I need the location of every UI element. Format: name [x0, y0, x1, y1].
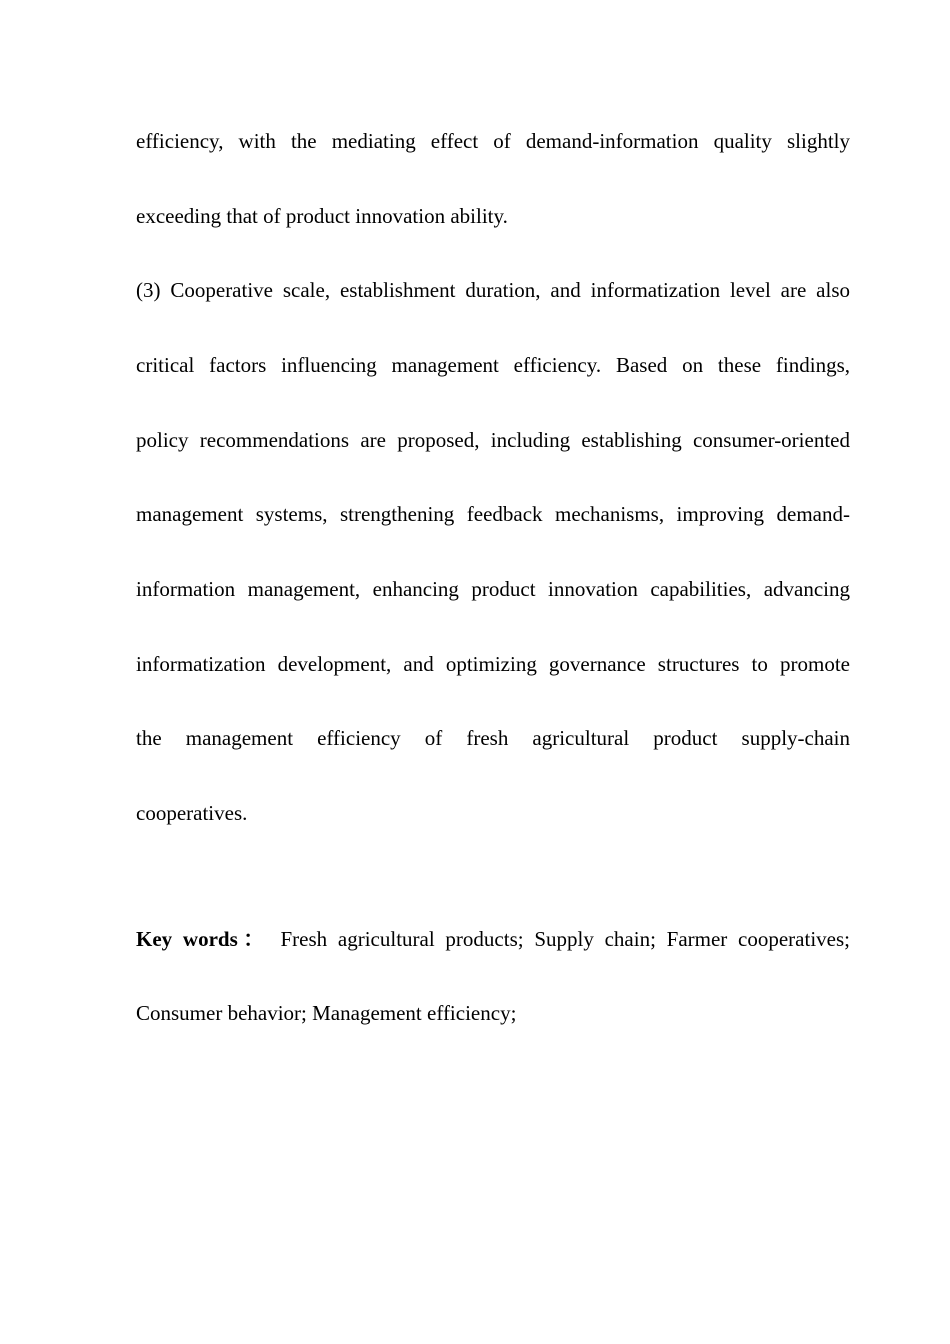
body-text-line: (3) Cooperative scale, establishment duration, and informatization level are also [136, 278, 850, 302]
body-text-line: efficiency, with the mediating effect of demand-information quality slightly [136, 129, 850, 153]
body-text-line: exceeding that of product innovation ability. [136, 204, 508, 228]
body-text-line: policy recommendations are proposed, including establishing consumer-oriented [136, 428, 850, 452]
body-text-line: critical factors influencing management efficiency. Based on these findings, [136, 353, 850, 377]
keywords-text: Fresh agricultural products; Supply chain; Farmer cooperatives; [280, 927, 850, 951]
keywords-line-continued: Consumer behavior; Management efficiency; [136, 1001, 517, 1025]
keywords-label: Key words： [136, 927, 270, 951]
body-text-line: information management, enhancing product innovation capabilities, advancing [136, 577, 850, 601]
body-text-line: the management efficiency of fresh agricultural product supply-chain [136, 726, 850, 750]
body-text-line: management systems, strengthening feedback mechanisms, improving demand- [136, 502, 850, 526]
body-text-line: informatization development, and optimizing governance structures to promote [136, 652, 850, 676]
body-text-line: cooperatives. [136, 801, 248, 825]
keywords-line [136, 927, 850, 951]
